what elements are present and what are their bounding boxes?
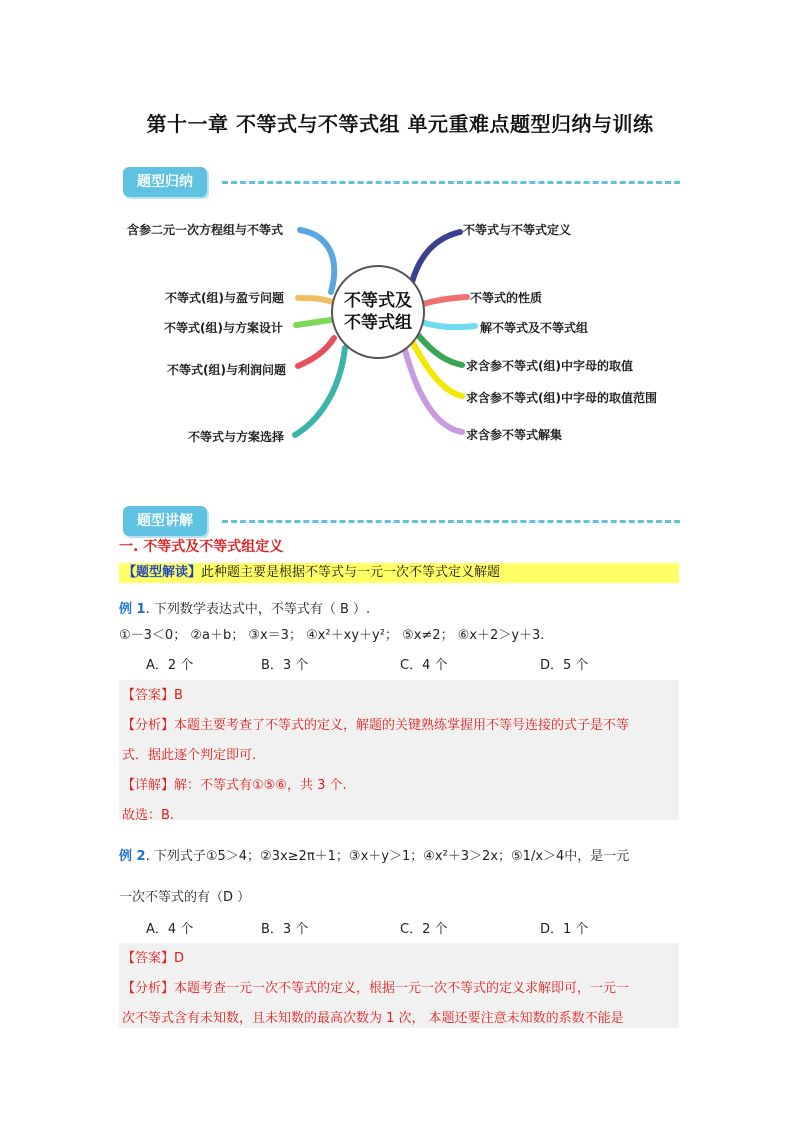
mindmap-left-item-5: 不等式与方案选择: [188, 430, 285, 444]
example-2-option-a: A．4 个: [146, 922, 194, 937]
mindmap-right-item-5: 求含参不等式(组)中字母的取值范围: [466, 391, 657, 405]
example-1-option-d: D．5 个: [540, 658, 589, 673]
mindmap-center: [331, 265, 425, 359]
mindmap-right-item-2: 不等式的性质: [470, 291, 543, 305]
example-2-option-d: D．1 个: [540, 922, 589, 937]
mindmap-center-line2: 不等式组: [344, 313, 412, 333]
intro-text: 此种题主要是根据不等式与一元一次不等式定义解题: [201, 565, 501, 580]
example-1-label: 例 1: [119, 602, 146, 617]
mindmap-right-item-4: 求含参不等式(组)中字母的取值: [466, 359, 633, 373]
example-1-detail: 【详解】解：不等式有①⑤⑥，共 3 个.: [122, 778, 347, 793]
mindmap-right-item-1: 不等式与不等式定义: [463, 223, 572, 237]
example-2-analysis-line1: 【分析】本题考查一元一次不等式的定义，根据一元一次不等式的定义求解即可，一元一: [122, 981, 630, 996]
example-1-choose: 故选：B.: [122, 808, 175, 823]
mindmap-center-line1: 不等式及: [344, 291, 412, 311]
section-tab-summary: 题型归纳: [123, 167, 207, 197]
example-1-option-c: C．4 个: [400, 658, 448, 673]
section-tab-explain: 题型讲解: [123, 506, 207, 536]
example-1-option-a: A．2 个: [146, 658, 194, 673]
mindmap-right-item-3: 解不等式及不等式组: [480, 321, 589, 335]
example-1-question: . 下列数学表达式中，不等式有（ B ）.: [145, 602, 371, 617]
example-2-label: 例 2: [119, 849, 146, 864]
intro-tag: 【题型解读】: [123, 565, 202, 580]
section-heading: 一. 不等式及不等式组定义: [119, 539, 284, 555]
branch-right-3: [421, 322, 475, 327]
mindmap-right-item-6: 求含参不等式解集: [466, 428, 563, 442]
mindmap-left-item-1: 含参二元一次方程组与不等式: [127, 223, 284, 237]
branch-left-1: [300, 230, 334, 292]
branch-left-3: [296, 320, 331, 325]
example-2-option-b: B．3 个: [261, 922, 309, 937]
example-1-answer: 【答案】B: [122, 688, 183, 703]
mindmap-branches: [0, 0, 800, 470]
example-1-items: ①－3＜0； ②a＋b； ③x＝3； ④x²＋xy＋y²； ⑤x≠2； ⑥x＋2＞y＋3.: [119, 628, 545, 643]
example-2-stem-line2: 一次不等式的有（D ）: [119, 890, 251, 905]
section-divider-2: [222, 520, 680, 523]
branch-left-4: [298, 338, 334, 366]
intro-bar: [119, 563, 679, 583]
branch-left-2: [298, 298, 333, 302]
example-2-option-c: C．2 个: [400, 922, 448, 937]
mindmap-left-item-3: 不等式(组)与方案设计: [164, 321, 283, 335]
example-1-analysis-line1: 【分析】本题主要考查了不等式的定义，解题的关键熟练掌握用不等号连接的式子是不等: [122, 718, 630, 733]
example-1-option-b: B．3 个: [261, 658, 309, 673]
example-2-stem: [119, 845, 629, 864]
example-2-answer: 【答案】D: [122, 951, 185, 966]
example-2-analysis-line2: 次不等式含有未知数，且未知数的最高次数为 1 次， 本题还要注意未知数的系数不能是: [122, 1011, 624, 1026]
branch-right-2: [420, 297, 467, 305]
example-1-stem: [119, 598, 370, 617]
page-title: 第十一章 不等式与不等式组 单元重难点题型归纳与训练: [146, 112, 654, 136]
branch-right-1: [412, 232, 460, 282]
example-1-analysis-line2: 式．据此逐个判定即可.: [122, 748, 257, 763]
example-2-question: . 下列式子①5＞4；②3x≥2π＋1；③x＋y＞1；④x²＋3＞2x；⑤1/x＞4中，是一元: [145, 849, 630, 864]
mindmap-left-item-4: 不等式(组)与利润问题: [167, 363, 286, 377]
mindmap-left-item-2: 不等式(组)与盈亏问题: [165, 291, 284, 305]
